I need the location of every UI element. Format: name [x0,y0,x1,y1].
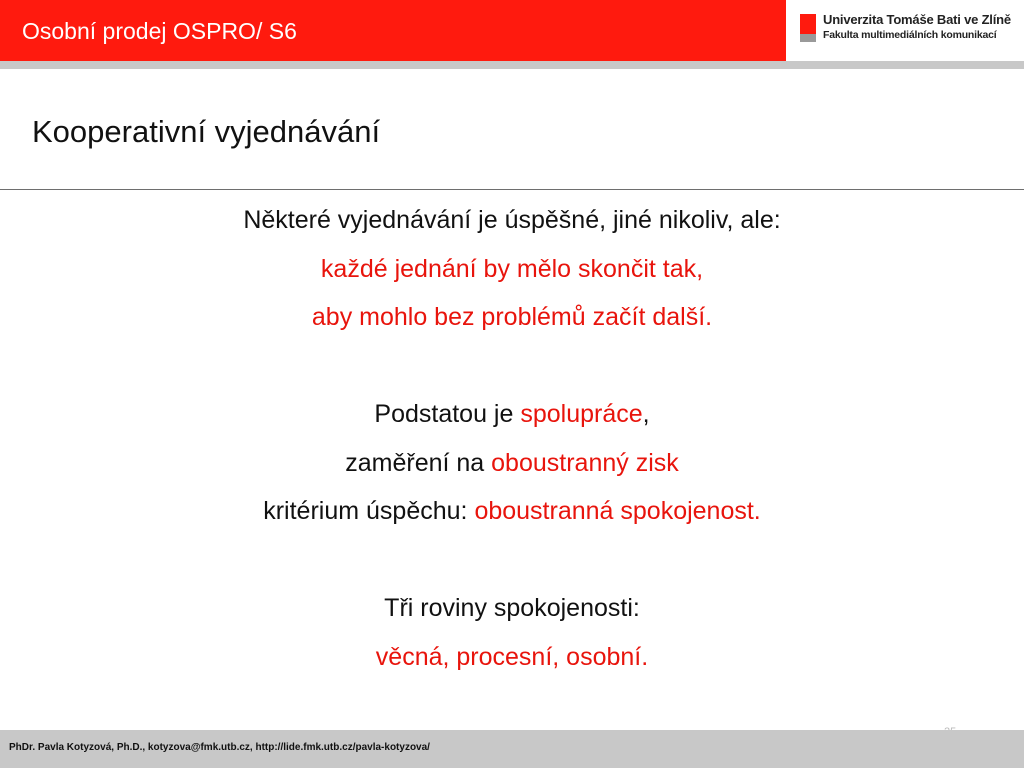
content-text: Některé vyjednávání je úspěšné, jiné nikoliv, ale: [243,206,781,234]
header-divider-band [0,61,1024,69]
content-line-highlight [0,633,1024,682]
content-line-highlight [0,245,1024,294]
content-line [0,439,1024,488]
logo-mark-icon [800,14,816,34]
content-text: Tři roviny spokojenosti: [384,594,640,622]
course-title: Osobní prodej OSPRO/ S6 [22,18,297,44]
highlight-text: spolupráce [520,400,643,428]
content-text: kritérium úspěchu: [263,497,475,525]
blank-line [0,342,1024,391]
title-rule [0,189,1024,190]
header-bar [0,0,786,61]
content-text: věcná, procesní, osobní. [375,642,649,671]
logo-university-name: Univerzita Tomáše Bati ve Zlíně [823,12,1011,27]
logo-faculty-name: Fakulta multimediálních komunikací [823,29,997,41]
content-line [0,487,1024,536]
content-text: aby mohlo bez problémů začít další. [311,303,713,331]
highlight-text: oboustranný zisk [491,448,679,477]
university-logo [800,12,1015,46]
footer-author-contact: PhDr. Pavla Kotyzová, Ph.D., kotyzova@fmk.utb.cz, http://lide.fmk.utb.cz/pavla-kotyzova/ [9,742,430,753]
content-text: Podstatou je [374,400,521,428]
highlight-text: oboustranná spokojenost. [474,497,761,525]
slide-content [0,196,1024,681]
blank-line [0,536,1024,585]
content-line [0,584,1024,633]
content-text: zaměření na [345,448,492,477]
content-text: , [642,400,650,428]
slide-title: Kooperativní vyjednávání [32,114,381,149]
content-text: každé jednání by mělo skončit tak, [320,254,704,283]
content-line [0,196,1024,245]
content-line-highlight [0,293,1024,342]
footer-bar [0,730,1024,768]
content-line [0,390,1024,439]
